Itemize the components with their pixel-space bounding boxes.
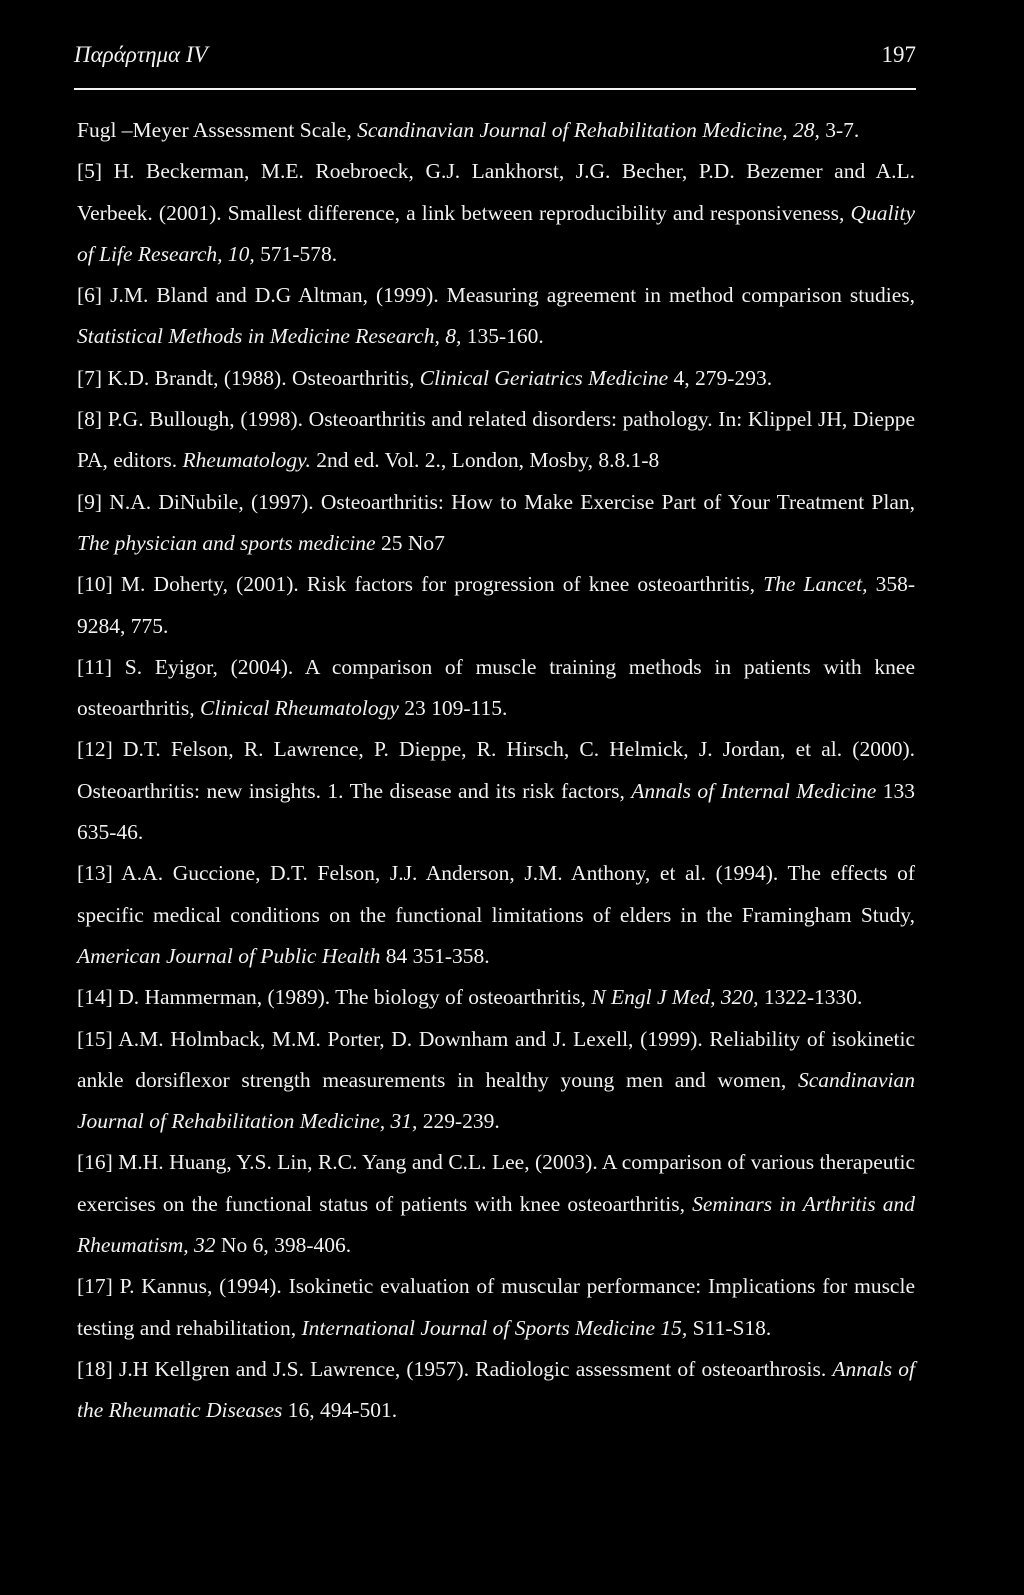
reference-source: Seminars in Arthritis and Rheumatism, 32 <box>77 1191 915 1258</box>
reference-entry <box>77 853 915 977</box>
reference-source: Annals of Internal Medicine <box>631 778 877 803</box>
reference-text: [8] P.G. Bullough, (1998). Osteoarthritis and related disorders: pathology. In: Klippel JH, Dieppe PA, editors. <box>77 407 915 473</box>
reference-details: 133 635-46. <box>77 778 915 845</box>
reference-details: 16, 494-501. <box>282 1398 398 1423</box>
reference-source: Scandinavian Journal of Rehabilitation Medicine, 28, <box>357 118 820 142</box>
reference-details: 571-578. <box>254 241 338 266</box>
reference-details: 1322-1330. <box>758 985 863 1010</box>
reference-text: [13] A.A. Guccione, D.T. Felson, J.J. Anderson, J.M. Anthony, et al. (1994). The effects of specific medical conditions on the functional limitations of elders in the Framingham Study, <box>77 861 915 927</box>
reference-entry <box>77 729 915 853</box>
reference-entry <box>77 358 915 399</box>
reference-entry <box>77 1349 915 1432</box>
reference-text: [15] A.M. Holmback, M.M. Porter, D. Downham and J. Lexell, (1999). Reliability of isokinetic ankle dorsiflexor strength measurements in healthy young men and women, <box>77 1026 915 1092</box>
reference-details: 2nd ed. Vol. 2., London, Mosby, 8.8.1-8 <box>310 448 660 473</box>
reference-text: [17] P. Kannus, (1994). Isokinetic evaluation of muscular performance: Implications for muscle testing and rehabilitation, <box>77 1274 915 1340</box>
reference-details: 23 109-115. <box>398 696 508 721</box>
reference-source: Rheumatology. <box>182 448 311 473</box>
reference-source: International Journal of Sports Medicine 15, <box>301 1315 688 1340</box>
reference-text: [5] H. Beckerman, M.E. Roebroeck, G.J. Lankhorst, J.G. Becher, P.D. Bezemer and A.L. Verbeek. (2001). Smallest difference, a link between reproducibility and responsiveness, <box>77 159 915 225</box>
page-header <box>74 38 916 78</box>
reference-details: 4, 279-293. <box>668 365 773 390</box>
reference-text: [7] K.D. Brandt, (1988). Osteoarthritis, <box>77 365 420 390</box>
reference-source: Annals of the Rheumatic Diseases <box>77 1356 915 1423</box>
reference-entry <box>77 275 915 358</box>
reference-entry <box>77 1266 915 1349</box>
reference-text: Fugl –Meyer Assessment Scale, <box>77 118 358 142</box>
reference-text: [9] N.A. DiNubile, (1997). Osteoarthritis: How to Make Exercise Part of Your Treatment Plan, <box>77 489 915 514</box>
reference-source: Clinical Rheumatology <box>200 696 399 721</box>
reference-text: [11] S. Eyigor, (2004). A comparison of muscle training methods in patients with knee osteoarthritis, <box>77 654 915 721</box>
reference-source: Clinical Geriatrics Medicine <box>419 365 669 390</box>
reference-entry <box>77 977 915 1018</box>
reference-list <box>77 110 915 1432</box>
reference-text: [14] D. Hammerman, (1989). The biology of osteoarthritis, <box>77 985 592 1010</box>
reference-source: Statistical Methods in Medicine Research, 8, <box>77 324 462 349</box>
reference-entry <box>77 647 915 730</box>
reference-text: [6] J.M. Bland and D.G Altman, (1999). Measuring agreement in method comparison studies, <box>77 283 915 308</box>
reference-entry <box>77 1142 915 1266</box>
reference-source: N Engl J Med, 320, <box>591 985 759 1010</box>
reference-entry <box>77 110 915 151</box>
header-rule <box>74 88 916 90</box>
reference-entry <box>77 399 915 482</box>
reference-details: 229-239. <box>417 1109 500 1134</box>
appendix-title: Παράρτημα IV <box>74 42 208 67</box>
reference-details: 25 No7 <box>375 530 445 555</box>
reference-source: Quality of Life Research, 10, <box>77 200 915 266</box>
reference-details: 358-9284, 775. <box>77 572 915 638</box>
reference-entry <box>77 564 915 647</box>
page-number: 197 <box>881 42 916 67</box>
reference-source: The physician and sports medicine <box>77 530 376 555</box>
reference-source: Scandinavian Journal of Rehabilitation Medicine, 31, <box>77 1067 915 1134</box>
reference-source: The Lancet, <box>763 572 868 597</box>
reference-details: 84 351-358. <box>380 943 490 968</box>
reference-entry <box>77 151 915 275</box>
reference-source: American Journal of Public Health <box>77 943 381 968</box>
reference-details: 3-7. <box>819 118 860 142</box>
reference-text: [16] M.H. Huang, Y.S. Lin, R.C. Yang and C.L. Lee, (2003). A comparison of various therapeutic exercises on the functional status of patients with knee osteoarthritis, <box>77 1150 915 1216</box>
reference-details: S11-S18. <box>687 1315 772 1340</box>
reference-entry <box>77 1019 915 1143</box>
reference-text: [12] D.T. Felson, R. Lawrence, P. Dieppe, R. Hirsch, C. Helmick, J. Jordan, et al. (2000). Osteoarthritis: new insights. 1. The disease and its risk factors, <box>77 737 915 803</box>
reference-details: No 6, 398-406. <box>215 1233 352 1258</box>
reference-entry <box>77 482 915 565</box>
reference-details: 135-160. <box>461 324 544 349</box>
reference-text: [10] M. Doherty, (2001). Risk factors for progression of knee osteoarthritis, <box>77 572 764 597</box>
reference-text: [18] J.H Kellgren and J.S. Lawrence, (1957). Radiologic assessment of osteoarthrosis. <box>77 1356 833 1381</box>
